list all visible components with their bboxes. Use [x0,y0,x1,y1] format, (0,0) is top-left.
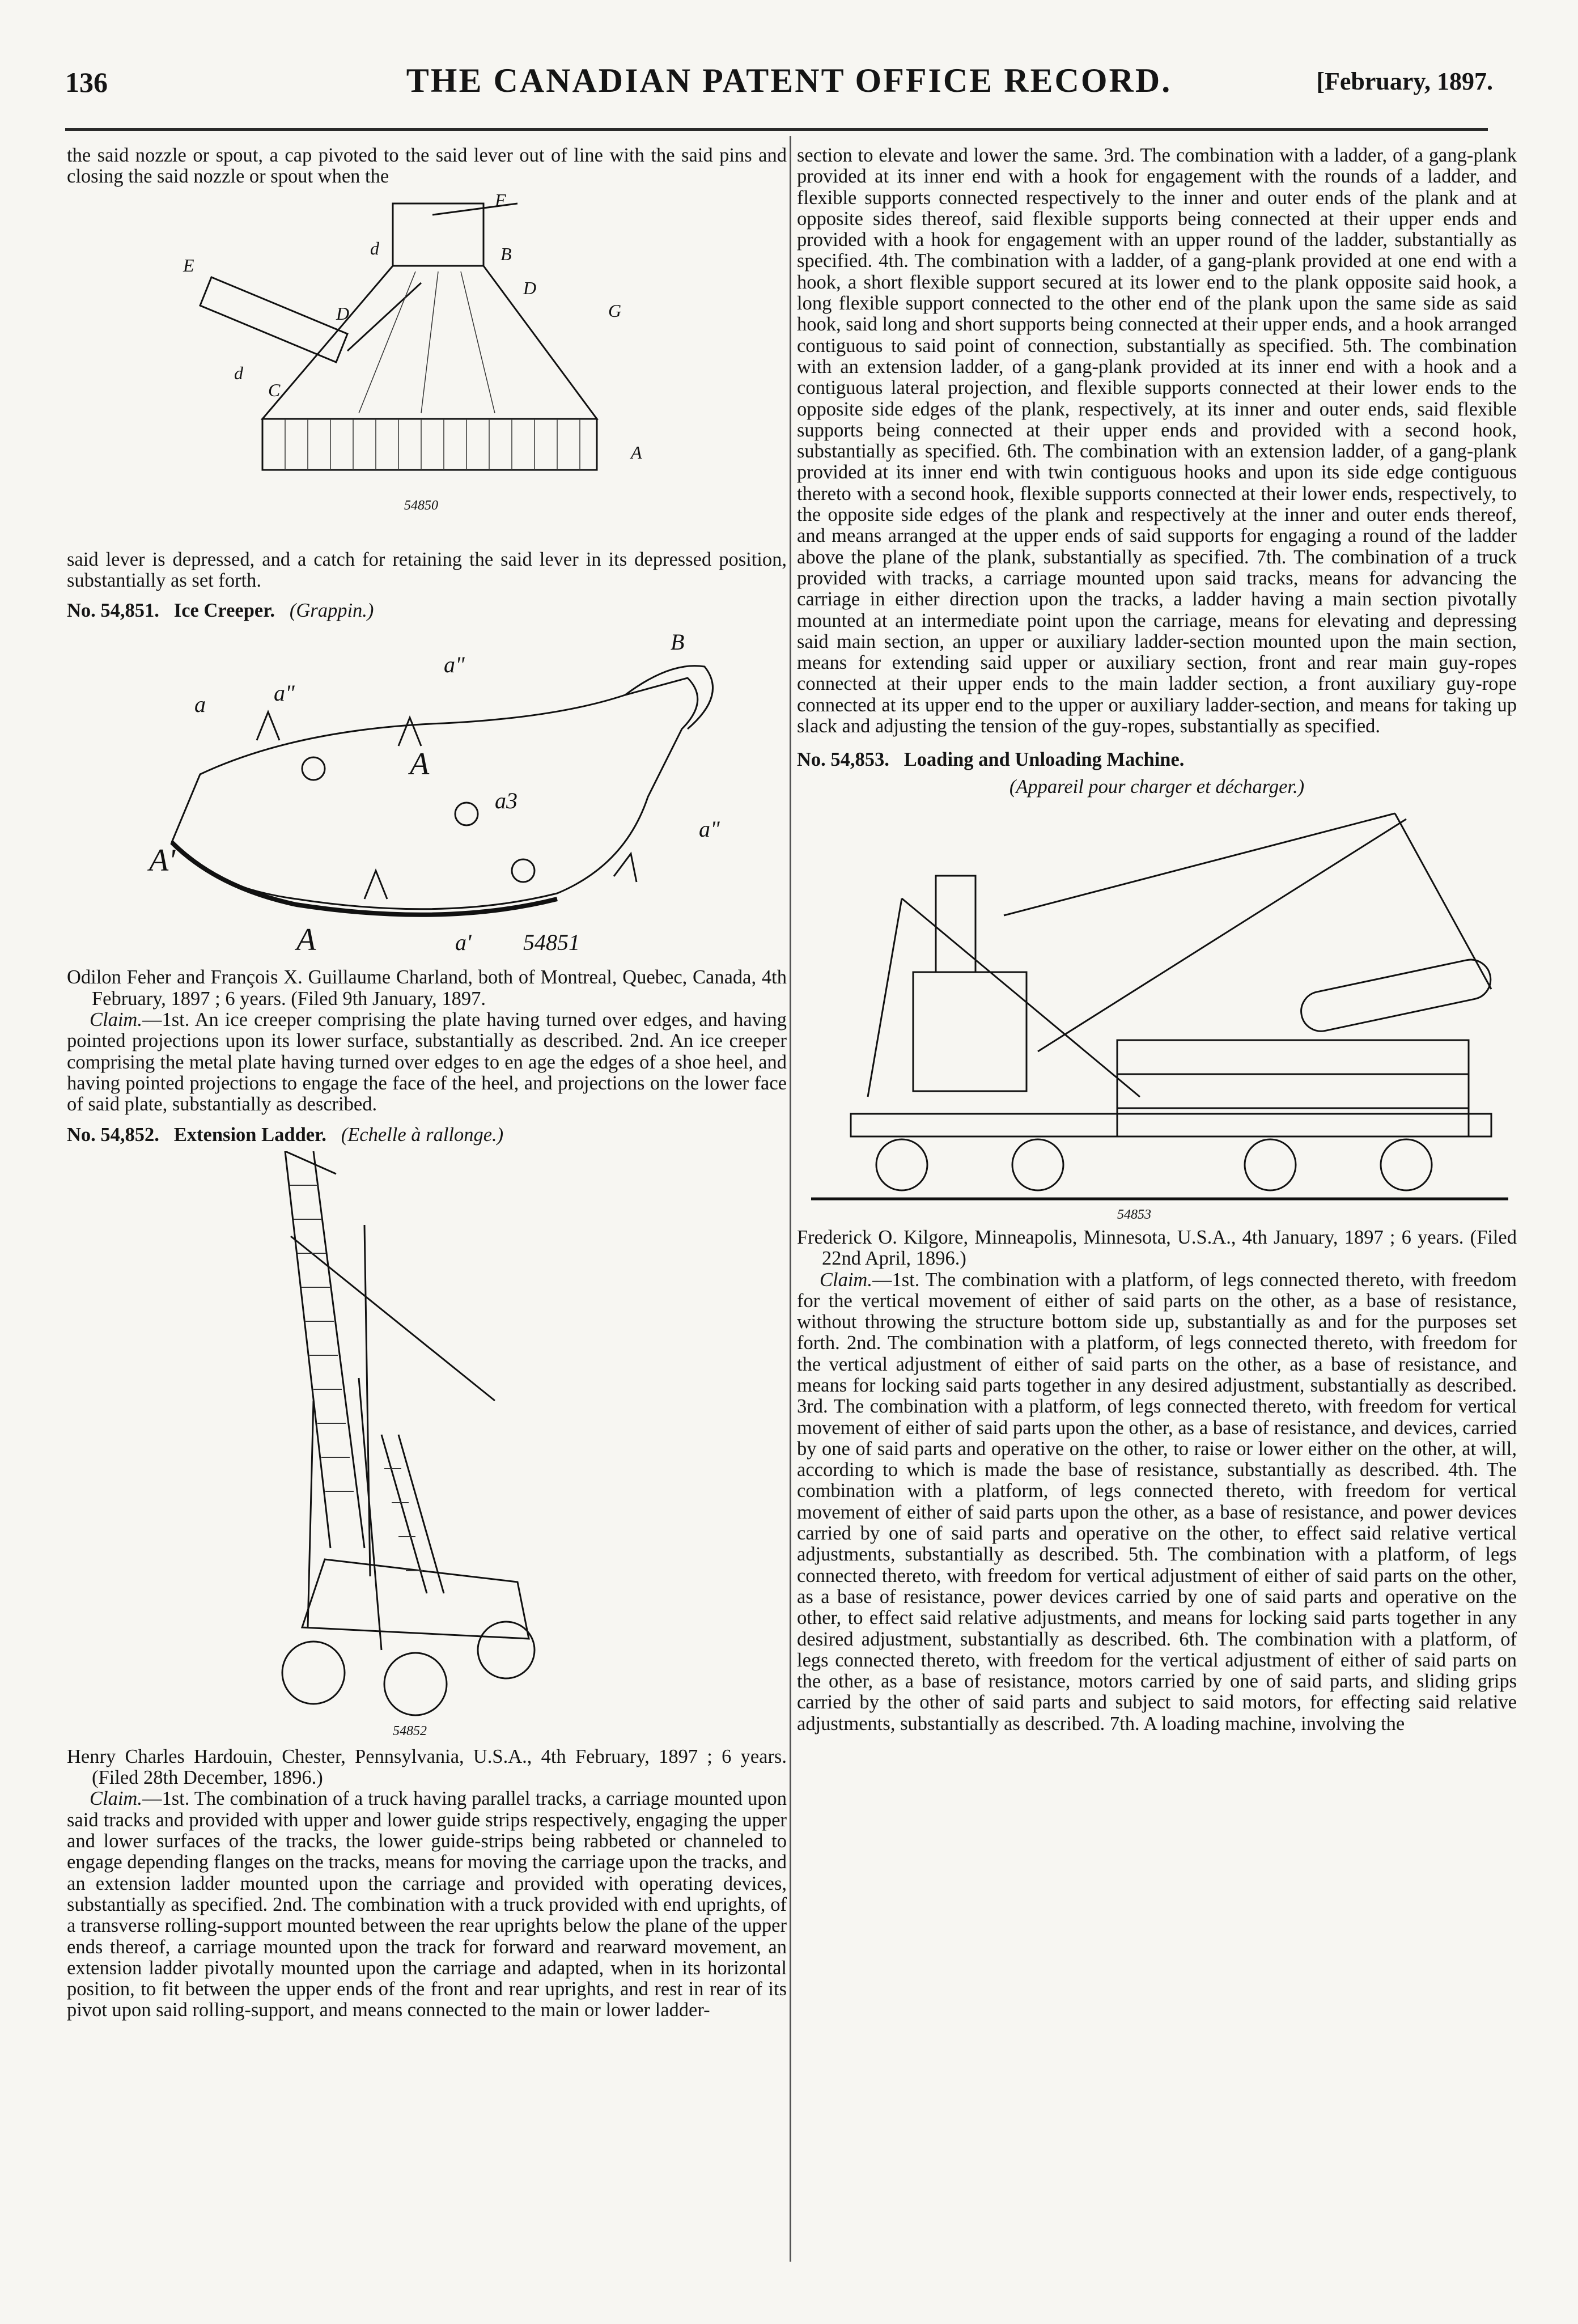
claim-text: —1st. The combination of a truck having parallel tracks, a carriage mounted upon said tracks and provided with upper and lower guide strips respectively, engaging the upper and lower surfaces of the tracks, the lower guide-strips being rabbeted or channeled to engage depending flanges on the tracks, means for moving the carriage upon the tracks, and an extension ladder mounted upon the carriage and provided with operating devices, substantially as specified. 2nd. The combination with a truck provided with end uprights, of a transverse rolling-support mounted between the rear uprights below the plane of the upper ends thereof, a carriage mounted upon the track for forward and rearward movement, an extension ladder pivotally mounted upon the carriage and adapted, when in its horizontal position, to fit between the upper ends of the front and rear uprights, and rest in rear of its pivot upon said rolling-support, and means connected to the main or lower ladder- [67,1788,787,2021]
label-a-double-prime-3: a" [699,816,720,842]
crane-cable [1395,813,1491,989]
claim-label: Claim. [90,1788,142,1810]
car-platform [851,1114,1491,1136]
patent-heading-54853 [797,749,1517,770]
label-G: G [608,300,622,321]
wheel-front [282,1642,345,1704]
figure-number-54853: 54853 [1117,1207,1151,1222]
label-a-prime: a' [455,930,472,956]
label-a-double-prime: a" [444,652,465,678]
claims-54853 [797,1270,1517,1735]
wheel-4 [1381,1139,1432,1190]
wheel-middle [384,1653,447,1715]
patent-number: No. 54,853. [797,749,889,771]
page-number: 136 [65,66,108,98]
figure-number-54852: 54852 [393,1723,427,1738]
patent-number: No. 54,852. [67,1123,159,1146]
label-A: A [410,747,430,782]
crane-boom-top [1004,813,1395,915]
engine-smokestack [936,876,975,972]
figure-number-54850: 54850 [404,498,438,513]
engine-boiler [913,972,1026,1091]
label-B: B [500,243,512,264]
label-a-double-prime-2: a" [274,680,295,706]
label-A-prime: A' [149,843,176,879]
patent-number: No. 54,851. [67,600,159,622]
nozzle-spout [393,203,483,266]
patent-title: Loading and Unloading Machine. [903,749,1185,771]
label-a: a [194,692,206,718]
claims-54851 [67,1010,787,1115]
patent-title: Extension Ladder. [173,1123,326,1146]
patent-french-title: (Echelle à rallonge.) [341,1123,504,1146]
figure-number-54851: 54851 [523,930,580,956]
label-d-lower: d [234,362,243,383]
patent-title: Ice Creeper. [173,600,275,622]
issue-date: [February, 1897. [1316,67,1493,95]
ice-creeper-figure [126,627,727,961]
nozzle-base [262,419,597,470]
column-divider [790,136,791,2262]
ladder-main-rail-left [285,1151,330,1548]
patent-heading-54851 [67,600,787,621]
label-F: F [495,192,506,210]
label-a3: a3 [495,788,517,814]
wheel-1 [876,1139,927,1190]
log-pile [1117,1040,1469,1136]
loading-machine-figure [800,802,1514,1222]
guy-rope [291,1236,495,1401]
journal-title: THE CANADIAN PATENT OFFICE RECORD. [406,62,1172,99]
label-A-lower: A [296,922,316,958]
label-C: C [268,379,281,400]
wheel-rear [478,1622,535,1678]
claim-label: Claim. [820,1269,872,1291]
claim-label: Claim. [90,1009,142,1031]
nozzle-figure [177,192,676,544]
continued-claim-text: section to elevate and lower the same. 3rd. The combination with a ladder, of a gang-plank provided at its inner end with a hook for engagement with the rounds of a ladder, and flexible supports connected respectively to the inner and outer ends of the plank and at opposite sides thereof, said flexible supports being connected at their upper ends and provided with a hook for engagement with an upper round of the ladder, substantially as specified. 4th. The combination with a ladder, of a gang-plank provided at one end with a hook, a short flexible support secured at its lower end to the plank opposite said hook, a long flexible support connected to the other end of the plank upon the same side as said hook, said long and short supports being connected at their upper ends, and a hook arranged contiguous to said point of connection, substantially as specified. 5th. The combination with an extension ladder, of a gang-plank provided at its inner end with a hook and a contiguous lateral projection, and flexible supports connected at their lower ends to the opposite side edges of the plank, respectively, at its inner and outer ends, said flexible supports being connected at their upper ends and provided with a second hook, substantially as specified. 6th. The combination with an extension ladder, of a gang-plank provided at its inner end with twin contiguous hooks and upon its side edge contiguous thereto with a second hook, flexible supports connected at their lower ends, respectively, to the opposite side edges of the plank and respectively at the inner and outer ends thereof, and means arranged at the upper ends of said supports for engaging a round of the ladder above the plane of the plank, substantially as specified. 7th. The combination of a truck provided with tracks, a carriage mounted upon said tracks, means for advancing the carriage in either direction upon the tracks, a ladder having a main section pivotally mounted at an intermediate point upon the carriage, means for elevating and depressing said main section, an upper or auxiliary ladder-section mounted upon the main section, means for extending said upper or auxiliary section, front and rear main guy-ropes connected at their upper ends to the main ladder section, a front auxiliary guy-rope connected at its upper end to the upper or auxiliary ladder-section, and means for taking up slack and adjusting the tension of the guy-ropes, substantially as specified. [797,145,1517,737]
label-D-left: D [336,303,350,324]
label-d: d [370,238,379,258]
label-A: A [631,442,642,463]
page-header [0,0,1578,132]
extension-ladder-figure [211,1151,642,1741]
ladder-main-rail-right [313,1151,364,1548]
inventor-54851: Odilon Feher and François X. Guillaume Charland, both of Montreal, Quebec, Canada, 4th February, 1897 ; 6 years. (Filed 9th January, 1897. [67,966,787,1010]
claim-text: —1st. An ice creeper comprising the plate having turned over edges, and having pointed projections upon its lower surface, substantially as described. 2nd. An ice creeper comprising the metal plate having turned over edges to en age the edges of a shoe heel, and having pointed projections to engage the face of the heel, and projections on the lower face of said plate, substantially as described. [67,1009,787,1116]
suspended-log [1297,956,1494,1034]
continued-claim-text-2: said lever is depressed, and a catch for retaining the said lever in its depressed position, substantially as set forth. [67,548,787,591]
patent-french-title: (Grappin.) [289,600,374,622]
mast-left [868,898,902,1097]
inventor-54852: Henry Charles Hardouin, Chester, Pennsylvania, U.S.A., 4th February, 1897 ; 6 years. (Filed 28th December, 1896.) [67,1745,787,1789]
claims-54852 [67,1788,787,2021]
label-E: E [183,255,194,275]
continued-claim-text: the said nozzle or spout, a cap pivoted to the said lever out of line with the said pins and closing the said nozzle or spout when the [67,145,787,188]
mast-brace [902,898,1140,1097]
label-B: B [671,629,685,655]
wheel-3 [1245,1139,1296,1190]
patent-heading-54852 [67,1125,787,1146]
header-rule [65,128,1488,131]
ladder-mast [364,1225,370,1576]
claim-text: —1st. The combination with a platform, of legs connected thereto, with freedom for the vertical movement of either of said parts on the other, as a base of resistance, without throwing the structure bottom side up, substantially as and for the purposes set forth. 2nd. The combination with a platform, of legs connected thereto, with freedom for the vertical adjustment of either of said parts on the other, as a base of resistance, and means for locking said parts together in any desired adjustment, substantially as described. 3rd. The combination with a platform, of legs connected thereto, with freedom for vertical movement of either of said parts upon the other, as a base of resistance, and devices, carried by one of said parts and operative on the other, to raise or lower either on the other, at will, according to which is made the base of resistance, substantially as described. 4th. The combination with a platform, of legs connected thereto, with freedom for vertical movement of either of said parts upon the other, as a base of resistance, and power devices carried by one of said parts and operative on the other, to effect said relative vertical adjustments, substantially as described. 5th. The combination with a platform, of legs connected thereto, with freedom for vertical adjustment of either of said parts on the other, as a base of resistance, power devices carried by one of said parts and operative on the other, to effect said relative adjustments, and means for locking said parts together in any desired adjustment, substantially as described. 6th. The combination with a platform, of legs connected thereto, with freedom for the vertical adjustment of either of said parts on the other, as a base of resistance, motors carried by one of said parts, and sliding grips carried by the other of said parts and subject to said motors, for effecting said relative adjustments, substantially as described. 7th. A loading machine, involving the [797,1269,1517,1734]
nozzle-lever [200,277,350,362]
truck-frame [302,1378,529,1650]
inventor-54853: Frederick O. Kilgore, Minneapolis, Minnesota, U.S.A., 4th January, 1897 ; 6 years. (Filed 22nd April, 1896.) [797,1226,1517,1270]
crane-boom [1038,819,1406,1051]
creeper-plate [172,678,698,909]
left-column [67,145,787,2021]
creeper-heel-edge [625,666,713,729]
patent-french-title: (Appareil pour charger et décharger.) [1009,775,1305,798]
right-column [797,145,1517,1734]
label-D-right: D [523,277,537,298]
wheel-2 [1012,1139,1063,1190]
